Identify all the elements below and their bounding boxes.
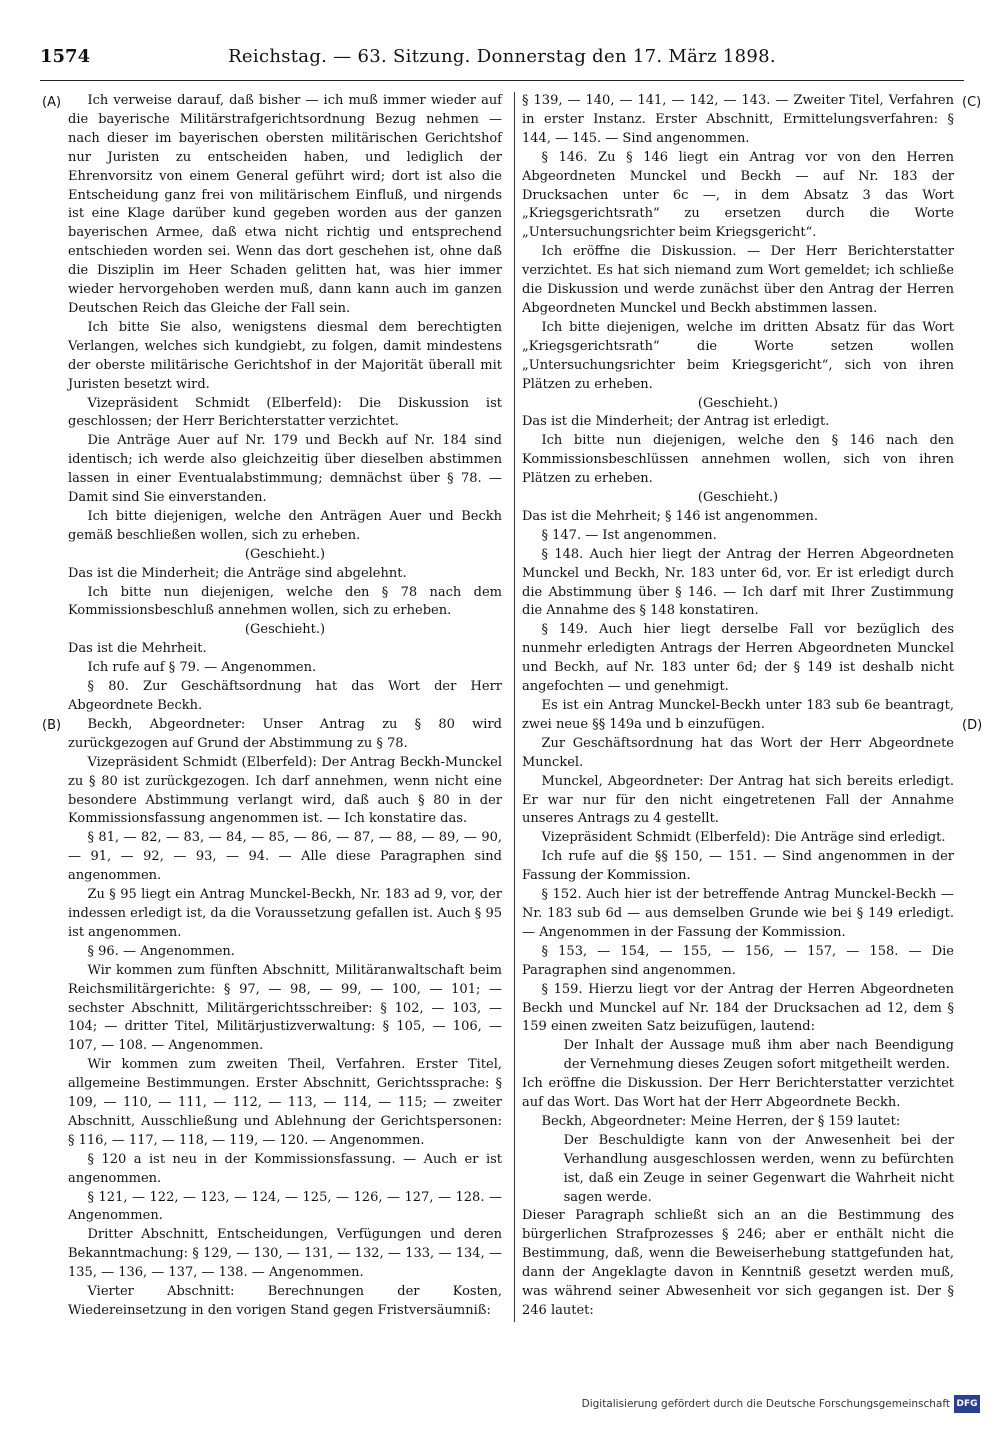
running-title: Reichstag. — 63. Sitzung. Donnerstag den 17. März 1898. (228, 46, 776, 67)
right-column (522, 92, 954, 1321)
quoted-text: Der Inhalt der Aussage muß ihm aber nach Beendigung der Vernehmung dieses Zeugen sofort mitgetheilt werden. (563, 1038, 954, 1073)
paragraph: Zur Geschäftsordnung hat das Wort der Herr Abgeordnete Munckel. (522, 735, 954, 770)
paragraph: Das ist die Mehrheit. (68, 641, 207, 657)
paragraph: § 152. Auch hier ist der betreffende Antrag Munckel-Beckh — Nr. 183 sub 6d — aus demselben Grunde wie bei § 149 erledigt. — Angenommen in der Fassung der Kommission. (522, 887, 954, 940)
paragraph: Das ist die Minderheit; der Antrag ist erledigt. (522, 414, 830, 430)
paragraph: Wir kommen zum fünften Abschnitt, Militäranwaltschaft beim Reichsmilitärgerichte: § 97, — 98, — 99, — 100, — 101; — sechster Abschnitt, Militärgerichtsschreiber: § 102, — 103, — 104; — dritter Titel, Militärjustizverwaltung: § 105, — 106, — 107, — 108. — Angenommen. (68, 962, 502, 1054)
paragraph: Zu § 95 liegt ein Antrag Munckel-Beckh, Nr. 183 ad 9, vor, der indessen erledigt ist, da die Voraussetzung gefallen ist. Auch § 95 ist angenommen. (68, 887, 502, 940)
column-divider (514, 92, 515, 1322)
paragraph: Vizepräsident Schmidt (Elberfeld): Der Antrag Beckh-Munckel zu § 80 ist zurückgezogen. Ich darf annehmen, wenn nicht eine besondere Abstimmung verlangt wird, daß auch § 80 in der Kommissionsfassung angenommen ist. — Ich konstatire das. (68, 754, 502, 827)
paragraph: § 149. Auch hier liegt derselbe Fall vor bezüglich des nunmehr erledigten Antrags der Herren Abgeordneten Munckel und Beckh, auf Nr. 183 unter 6d; der § 149 ist deshalb nicht angefochten — und genehmigt. (522, 622, 954, 695)
paragraph: § 148. Auch hier liegt der Antrag der Herren Abgeordneten Munckel und Beckh, Nr. 183 unter 6d, vor. Er ist erledigt durch die Abstimmung über § 146. — Ich darf mit Ihrer Zustimmung die Annahme des § 148 konstatiren. (522, 546, 954, 619)
paragraph: Beckh, Abgeordneter: Meine Herren, der § 159 lautet: (541, 1113, 901, 1129)
paragraph: § 81, — 82, — 83, — 84, — 85, — 86, — 87, — 88, — 89, — 90, — 91, — 92, — 93, — 94. — Alle diese Paragraphen sind angenommen. (68, 830, 502, 884)
margin-marker-a: (A) (42, 95, 62, 110)
paragraph: § 153, — 154, — 155, — 156, — 157, — 158. — Die Paragraphen sind angenommen. (522, 943, 954, 978)
paragraph: Beckh, Abgeordneter: Unser Antrag zu § 80 wird zurückgezogen auf Grund der Abstimmung zu § 78. (68, 716, 502, 751)
paragraph: § 121, — 122, — 123, — 124, — 125, — 126, — 127, — 128. — Angenommen. (68, 1189, 502, 1224)
left-column (68, 92, 502, 1321)
stage-direction: (Geschieht.) (697, 490, 779, 506)
page-header (40, 44, 964, 74)
margin-marker-b: (B) (42, 718, 62, 733)
paragraph: Vierter Abschnitt: Berechnungen der Kosten, Wiedereinsetzung in den vorigen Stand gegen Fristversäumniß: (68, 1284, 502, 1318)
stage-direction: (Geschieht.) (244, 622, 326, 638)
paragraph: § 120 a ist neu in der Kommissionsfassung. — Auch er ist angenommen. (68, 1151, 502, 1186)
margin-marker-c: (C) (962, 95, 982, 110)
digitization-credit (581, 1395, 980, 1419)
paragraph: Ich bitte diejenigen, welche im dritten Absatz für das Wort „Kriegsgerichtsrath“ die Worte setzen wollen „Untersuchungsrichter beim Kriegsgericht“, sich von ihren Plätzen zu erheben. (522, 319, 954, 392)
margin-marker-d: (D) (962, 718, 983, 733)
dfg-logo: DFG (954, 1395, 980, 1413)
paragraph: Vizepräsident Schmidt (Elberfeld): Die Anträge sind erledigt. (541, 830, 946, 846)
paragraph: Wir kommen zum zweiten Theil, Verfahren. Erster Titel, allgemeine Bestimmungen. Erster Abschnitt, Gerichtssprache: § 109, — 110, — 111, — 112, — 113, — 114, — 115; — zweiter Abschnitt, Ausschließung und Ablehnung der Gerichtspersonen: § 116, — 117, — 118, — 119, — 120. — Angenommen. (68, 1057, 502, 1148)
paragraph: § 139, — 140, — 141, — 142, — 143. — Zweiter Titel, Verfahren in erster Instanz. Erster Abschnitt, Ermittelungsverfahren: § 144, — 145. — Sind angenommen. (522, 93, 954, 146)
stage-direction: (Geschieht.) (697, 395, 779, 411)
paragraph: Ich bitte Sie also, wenigstens diesmal dem berechtigten Verlangen, welches sich kundgiebt, zu folgen, damit mindestens der oberste militärische Gerichtshof in der Majorität überall mit Juristen besetzt wird. (68, 319, 502, 392)
paragraph: Munckel, Abgeordneter: Der Antrag hat sich bereits erledigt. Er war nur für den nicht eingetretenen Fall der Annahme unseres Antrags zu 4 gestellt. (522, 773, 954, 827)
paragraph: Das ist die Minderheit; die Anträge sind abgelehnt. (68, 565, 407, 581)
paragraph: Das ist die Mehrheit; § 146 ist angenommen. (522, 508, 818, 524)
paragraph: Ich rufe auf § 79. — Angenommen. (87, 660, 317, 676)
header-rule (40, 80, 964, 81)
paragraph: Es ist ein Antrag Munckel-Beckh unter 183 sub 6e beantragt, zwei neue §§ 149a und b einzufügen. (522, 698, 954, 732)
paragraph: § 147. — Ist angenommen. (541, 527, 717, 543)
paragraph: § 80. Zur Geschäftsordnung hat das Wort der Herr Abgeordnete Beckh. (68, 679, 502, 713)
stage-direction: (Geschieht.) (244, 546, 326, 562)
credit-text: Digitalisierung gefördert durch die Deutsche Forschungsgemeinschaft (581, 1398, 950, 1410)
paragraph: Ich eröffne die Diskussion. — Der Herr Berichterstatter verzichtet. Es hat sich niemand zum Wort gemeldet; ich schließe die Diskussion und werde zunächst über den Antrag der Herren Abgeordneten Munckel und Beckh abstimmen lassen. (522, 244, 954, 316)
paragraph: Vizepräsident Schmidt (Elberfeld): Die Diskussion ist geschlossen; der Herr Berichterstatter verzichtet. (68, 395, 502, 430)
paragraph: Ich bitte nun diejenigen, welche den § 78 nach dem Kommissionsbeschluß annehmen wollen, sich zu erheben. (68, 584, 502, 619)
paragraph: Ich verweise darauf, daß bisher — ich muß immer wieder auf die bayerische Militärstrafgerichtsordnung Bezug nehmen — nach dieser im bayerischen obersten militärischen Gerichtshof nur Juristen zu entscheiden haben, und lediglich der Ehrenvorsitz von einem General geführt wird; dort ist also die Entscheidung ganz frei von militärischem Einfluß, und nirgends ist eine Klage darüber kund gegeben worden aus der ganzen bayerischen Armee, daß etwa nicht richtig und entsprechend entschieden worden sei. Wenn das dort geschehen ist, ohne daß die Disziplin im Heer Schaden gelitten hat, was hier immer wieder hervorgehoben werden muß, dann kann auch im ganzen Deutschen Reich das Gleiche der Fall sein. (68, 93, 502, 316)
quoted-text: Der Beschuldigte kann von der Anwesenheit bei der Verhandlung ausgeschlossen werden, wenn zu befürchten ist, daß ein Zeuge in seiner Gegenwart die Wahrheit nicht sagen werde. (563, 1132, 954, 1205)
paragraph: § 96. — Angenommen. (87, 943, 235, 959)
paragraph: Ich eröffne die Diskussion. Der Herr Berichterstatter verzichtet auf das Wort. Das Wort hat der Herr Abgeordnete Beckh. (522, 1076, 954, 1111)
paragraph: Dritter Abschnitt, Entscheidungen, Verfügungen und deren Bekanntmachung: § 129, — 130, — 131, — 132, — 133, — 134, — 135, — 136, — 137, — 138. — Angenommen. (68, 1227, 502, 1281)
paragraph: Ich bitte diejenigen, welche den Anträgen Auer und Beckh gemäß beschließen wollen, sich zu erheben. (68, 508, 502, 543)
page-number: 1574 (40, 46, 91, 67)
paragraph: § 159. Hierzu liegt vor der Antrag der Herren Abgeordneten Beckh und Munckel auf Nr. 184 der Drucksachen ad 12, dem § 159 einen zweiten Satz beizufügen, lautend: (522, 981, 954, 1035)
paragraph: Ich bitte nun diejenigen, welche den § 146 nach den Kommissionsbeschlüssen annehmen wollen, sich von ihren Plätzen zu erheben. (522, 433, 954, 487)
paragraph: Ich rufe auf die §§ 150, — 151. — Sind angenommen in der Fassung der Kommission. (522, 849, 954, 884)
paragraph: Dieser Paragraph schließt sich an an die Bestimmung des bürgerlichen Strafprozesses § 246; aber er enthält nicht die Bestimmung, daß, wenn die Beweiserhebung stattgefunden hat, dann der Angeklagte davon in Kenntniß gesetzt werden muß, was während seiner Abwesenheit vor sich gegangen ist. Der § 246 lautet: (522, 1208, 954, 1318)
paragraph: § 146. Zu § 146 liegt ein Antrag vor von den Herren Abgeordneten Munckel und Beckh — auf Nr. 183 der Drucksachen unter 6c —, in dem Absatz 3 das Wort „Kriegsgerichtsrath“ zu ersetzen durch die Worte „Untersuchungsrichter beim Kriegsgericht“. (522, 149, 954, 241)
paragraph: Die Anträge Auer auf Nr. 179 und Beckh auf Nr. 184 sind identisch; ich werde also gleichzeitig über dieselben abstimmen lassen in einer Eventualabstimmung; demnächst über § 78. — Damit sind Sie einverstanden. (68, 433, 502, 506)
